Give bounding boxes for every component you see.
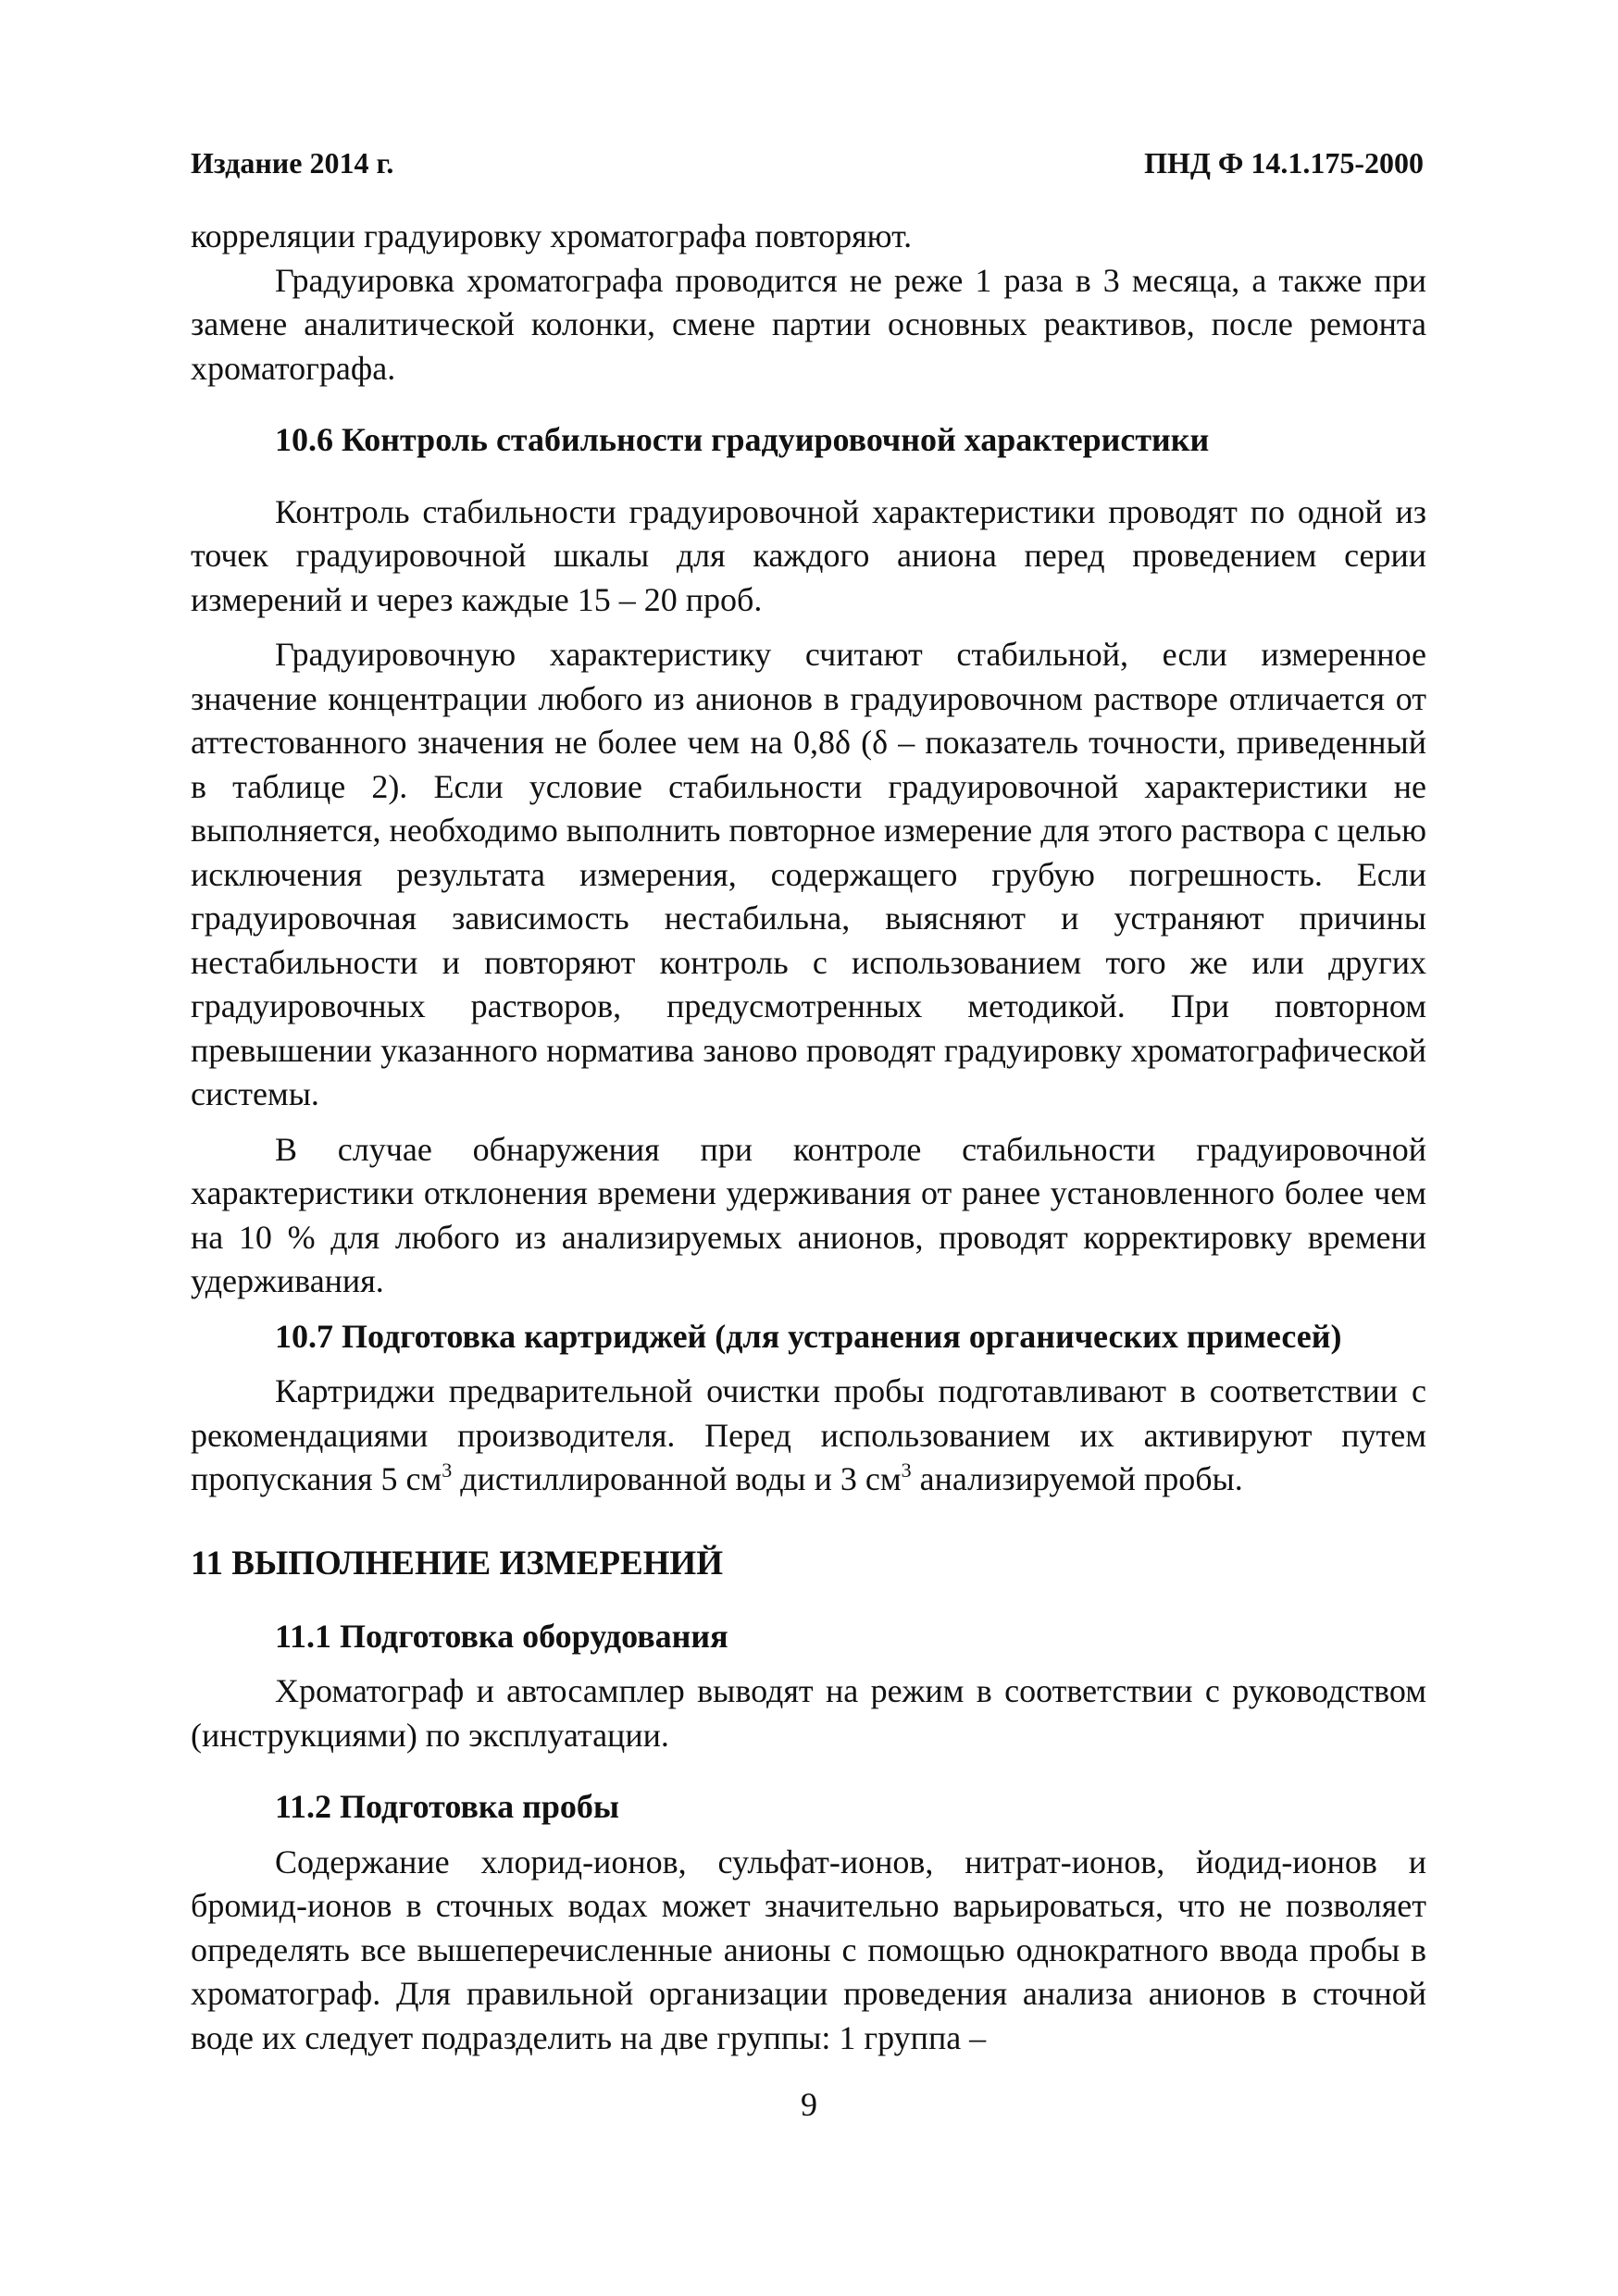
- superscript-3: 3: [901, 1458, 912, 1482]
- paragraph-10-6-b: Градуировочную характеристику считают стабильной, если измеренное значение концентрации любого из анионов в градуировочном растворе отличается от аттестованного значения не более чем на 0,8δ (δ – показатель точности, приведенный в таблице 2). Если условие стабильности градуировочной характеристики не выполняется, необходимо выполнить повторное измерение для этого раствора с целью исключения результата измерения, содержащего грубую погрешность. Если градуировочная зависимость нестабильна, выясняют и устраняют причины нестабильности и повторяют контроль с использованием того же или других градуировочных растворов, предусмотренных методикой. При повторном превышении указанного норматива заново проводят градуировку хроматографической системы.: [191, 636, 1426, 1112]
- paragraph-11-1: Хроматограф и автосамплер выводят на режим в соответствии с руководством (инструкциями) по эксплуатации.: [191, 1672, 1426, 1754]
- heading-10-6: 10.6 Контроль стабильности градуировочной характеристики: [275, 421, 1210, 458]
- paragraph-10-6-a: Контроль стабильности градуировочной характеристики проводят по одной из точек градуировочной шкалы для каждого аниона перед проведением серии измерений и через каждые 15 – 20 проб.: [191, 492, 1426, 618]
- superscript-3: 3: [442, 1458, 453, 1482]
- paragraph-10-6-c: В случае обнаружения при контроле стабильности градуировочной характеристики отклонения времени удерживания от ранее установленного более чем на 10 % для любого из анализируемых анионов, проводят корректировку времени удерживания.: [191, 1130, 1426, 1299]
- paragraph-continuation: корреляции градуировку хроматографа повторяют.: [191, 217, 913, 254]
- paragraph-10-7-text-c: анализируемой пробы.: [911, 1460, 1243, 1497]
- paragraph-10-7-text-a: Картриджи предварительной очистки пробы подготавливают в соответствии с рекомендациями производителя. Перед использованием их активируют путем пропускания 5 см: [191, 1372, 1426, 1497]
- document-code: ПНД Ф 14.1.175-2000: [1144, 146, 1424, 180]
- page-number: 9: [801, 2086, 817, 2123]
- paragraph-10-7-text-b: дистиллированной воды и 3 см: [452, 1460, 902, 1497]
- section-heading-11: 11 ВЫПОЛНЕНИЕ ИЗМЕРЕНИЙ: [191, 1544, 723, 1582]
- edition-label: Издание 2014 г.: [191, 146, 394, 180]
- page-header: [191, 146, 1424, 183]
- paragraph-11-2: Содержание хлорид-ионов, сульфат-ионов, нитрат-ионов, йодид-ионов и бромид-ионов в сточных водах может значительно варьироваться, что не позволяет определять все вышеперечисленные анионы с помощью однократного ввода пробы в хроматограф. Для правильной организации проведения анализа анионов в сточной воде их следует подразделить на две группы: 1 группа –: [191, 1843, 1426, 2056]
- heading-11-1: 11.1 Подготовка оборудования: [275, 1617, 728, 1655]
- heading-11-2: 11.2 Подготовка пробы: [275, 1788, 619, 1825]
- paragraph-10-7: [191, 1370, 1426, 1502]
- heading-10-7: 10.7 Подготовка картриджей (для устранения органических примесей): [275, 1317, 1342, 1355]
- page-body: [191, 215, 1426, 2060]
- paragraph-calibration: Градуировка хроматографа проводится не реже 1 раза в 3 месяца, а также при замене аналитической колонки, смене партии основных реактивов, после ремонта хроматографа.: [191, 261, 1426, 387]
